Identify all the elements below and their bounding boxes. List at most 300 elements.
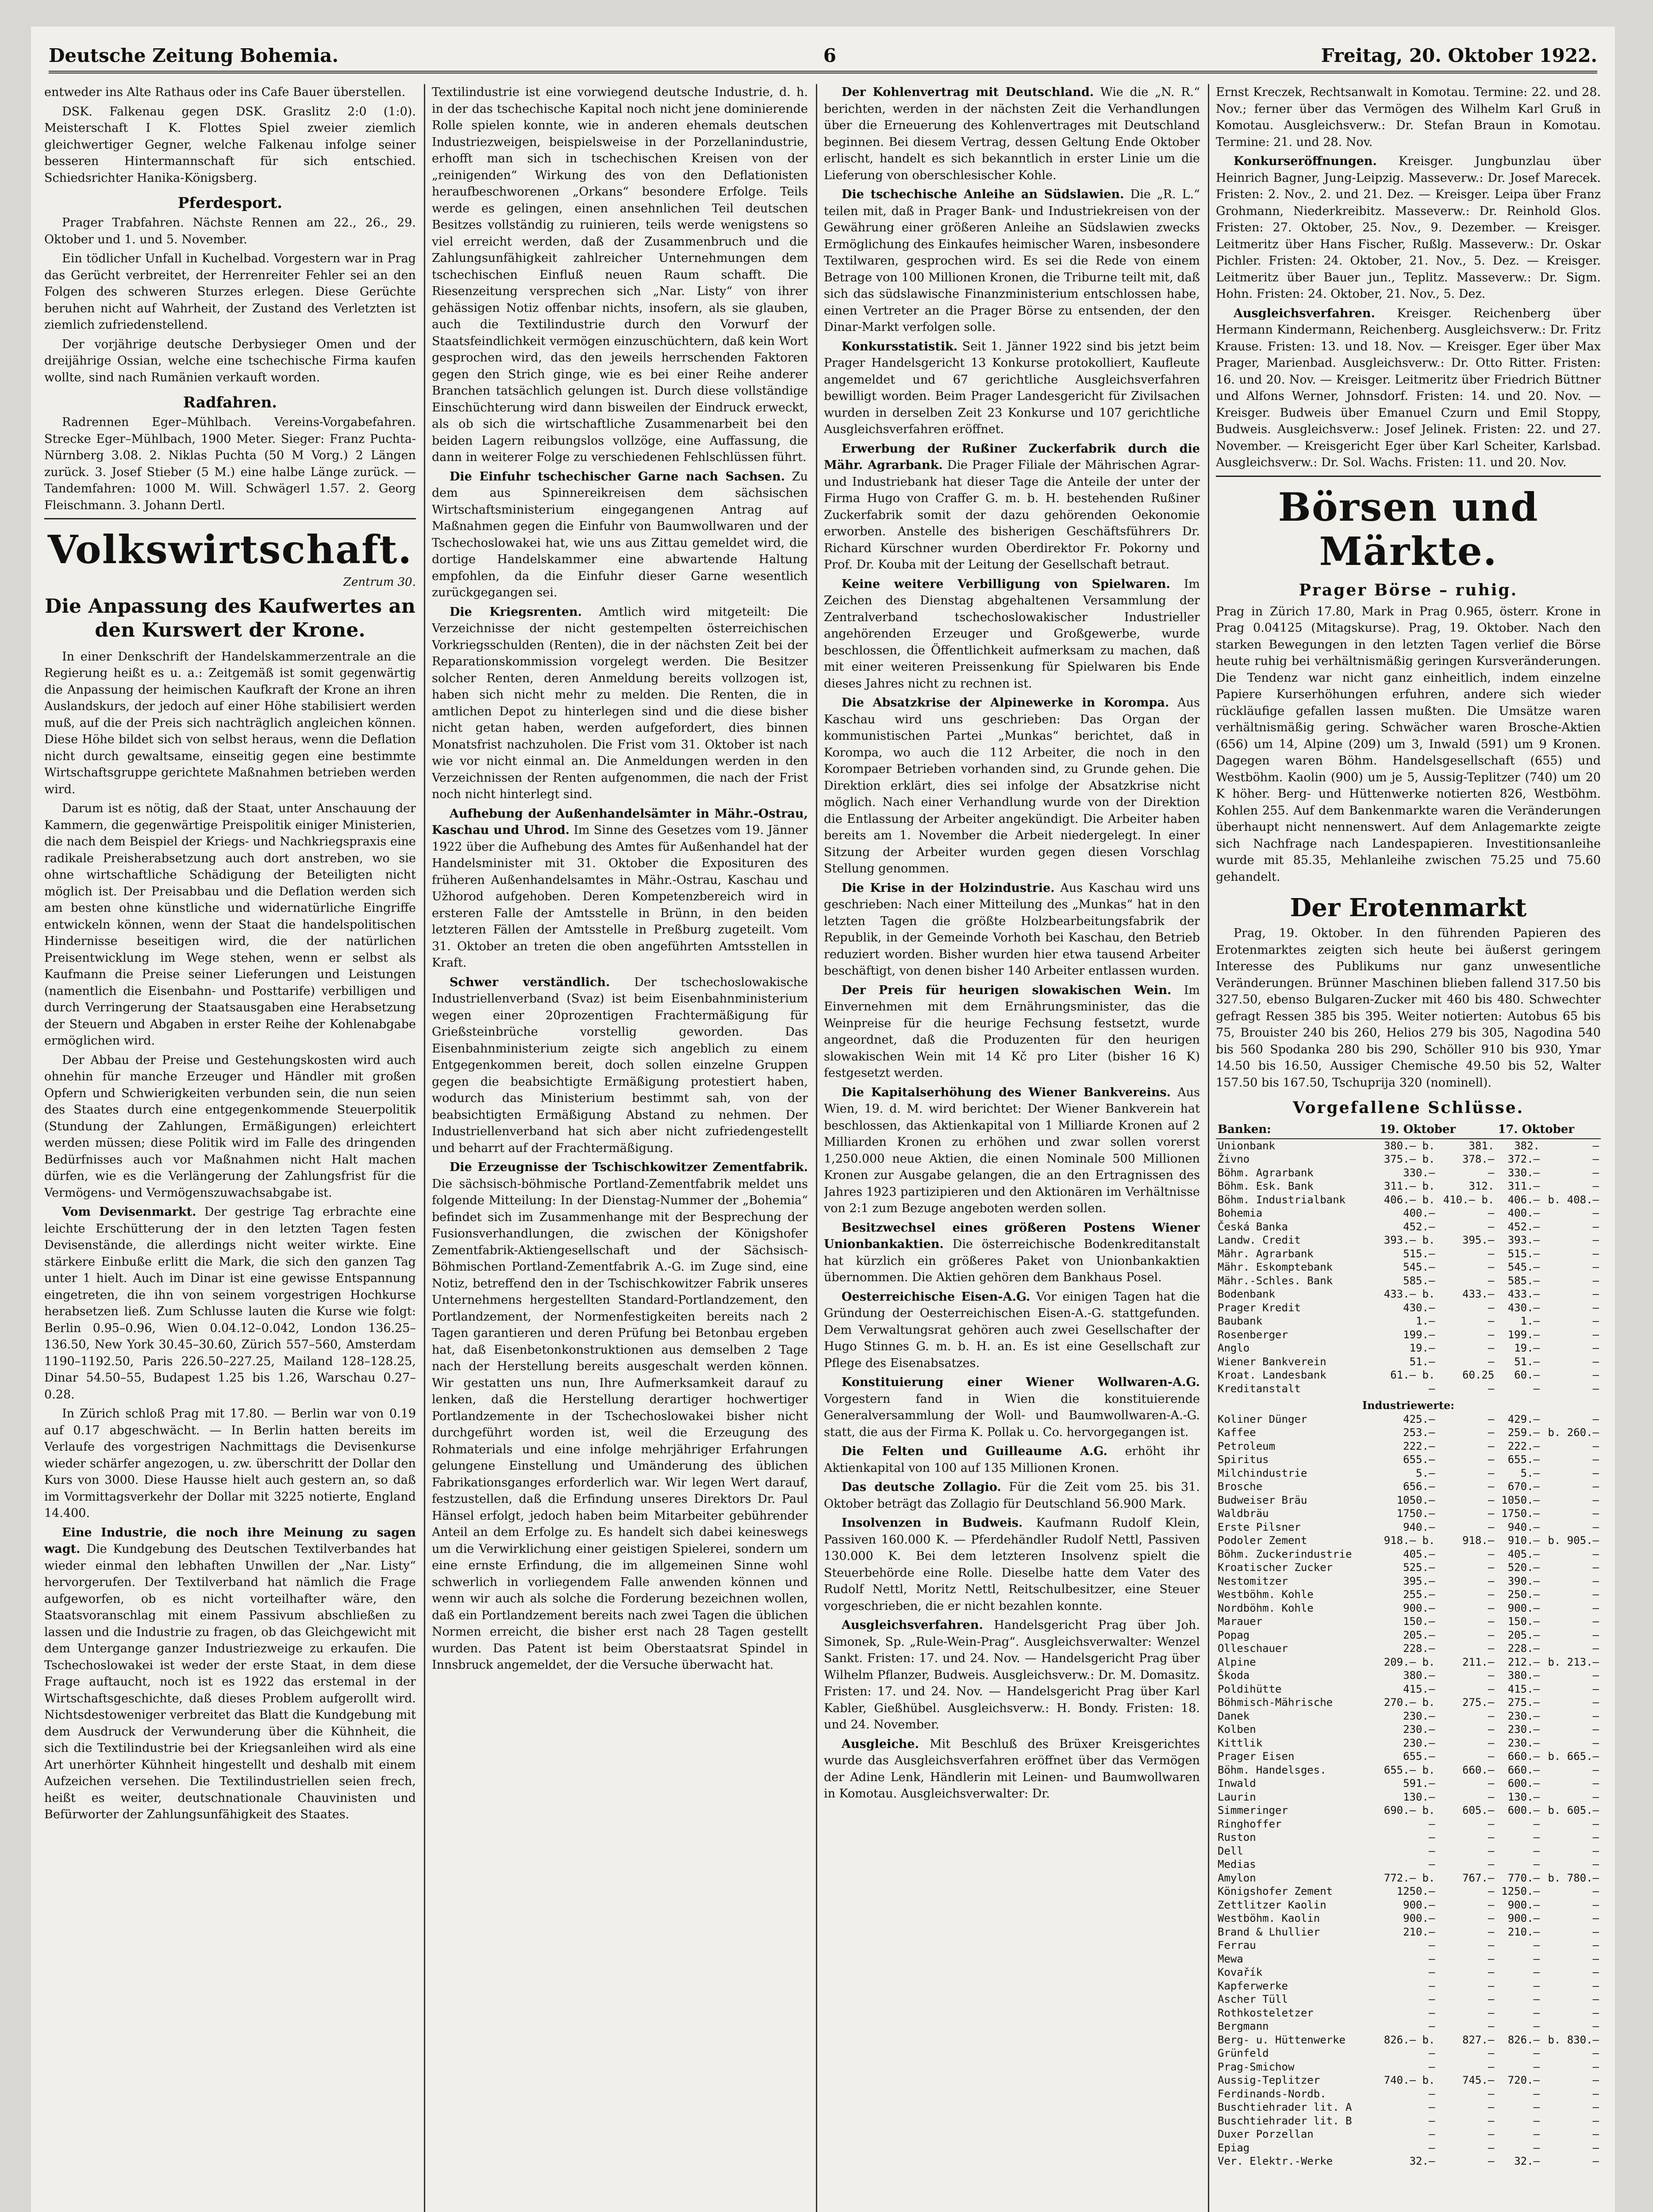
quote-value: — (1592, 1139, 1599, 1152)
quote-value: 425.— (1403, 1413, 1435, 1425)
quote-value: — (1592, 1736, 1599, 1749)
quote-row (1216, 1206, 1601, 1220)
security-name: Bodenbank (1218, 1288, 1276, 1300)
quote-value: — (1488, 2114, 1495, 2127)
quote-value: 415.— (1403, 1682, 1435, 1695)
quote-value: 770.— (1507, 1871, 1540, 1884)
security-name: Kittlik (1218, 1736, 1263, 1749)
security-name: Kroatischer Zucker (1218, 1561, 1333, 1574)
quote-value: 275.— (1507, 1696, 1540, 1709)
quote-value: — (1592, 1831, 1599, 1843)
quote-value: 255.— (1403, 1588, 1435, 1601)
quote-value: 452.— (1507, 1220, 1540, 1233)
quote-value: — (1592, 1234, 1599, 1246)
quote-value: — (1592, 1696, 1599, 1709)
quote-value: 61.— b. (1390, 1369, 1435, 1381)
quote-value: — (1428, 1817, 1435, 1830)
quote-value: b. 830.— (1548, 2033, 1599, 2046)
quote-row (1216, 1885, 1601, 1898)
security-name: Brand & Lhullier (1218, 1925, 1320, 1938)
security-name: Prager Eisen (1218, 1750, 1295, 1763)
quote-value: 330.— (1507, 1166, 1540, 1179)
security-name: Kreditanstalt (1218, 1382, 1301, 1395)
security-name: Westböhm. Kohle (1218, 1588, 1314, 1601)
quote-value: 740.— b. (1384, 2074, 1435, 2086)
quote-value: — (1488, 1220, 1495, 1233)
quote-value: 415.— (1507, 1682, 1540, 1695)
item-heading: Vom Devisenmarkt. (62, 1205, 196, 1219)
quote-value: — (1488, 2087, 1495, 2100)
security-name: Waldbräu (1218, 1507, 1269, 1520)
quote-value: — (1488, 1413, 1495, 1425)
security-name: Böhmisch-Mährische (1218, 1696, 1333, 1709)
quote-value: 655.— (1403, 1750, 1435, 1763)
security-name: Rosenberger (1218, 1328, 1288, 1341)
quote-value: — (1592, 2047, 1599, 2059)
quote-value: — (1428, 2101, 1435, 2113)
column-header: 19. Oktober (1377, 1121, 1496, 1139)
quote-value: 395.— (1462, 1234, 1495, 1246)
quote-value: — (1533, 1939, 1540, 1951)
article-text: Textilindustrie ist eine vorwiegend deutsche Industrie, d. h. in der das tschechische Kapital noch nicht jene dominierende Rolle spielen konnte, wie in anderen ehemals deutschen Industriezweigen, beispielsweise in der Porzellanindustrie, erhofft man sich in tschechischen Kreisen von der „reinigenden“ Wirkung des von den Deflationisten heraufbeschworenen „Orkans“ besondere Erfolge. Teils werde es gelingen, einen ansehnlichen Teil deutschen Besitzes vollständig zu ruinieren, teils werde wenigstens so viel erreicht werden, daß der Zusammenbruch und die Zahlungsunfähigkeit zahlreicher Unternehmungen dem tschechischen Einfluß neuen Raum schafft. Die Riesenzeitung versprechen sich „Nar. Listy“ von ihrer gehässigen Notiz offenbar nichts, insofern, als sie glauben, auch die Textilindustrie durch den Vorwurf der Staatsfeindlichkeit vermögen einzuschüchtern, daß kein Wort gesprochen wird, das den jeweils herrschenden Faktoren gegen den Strich ginge, wie es bei einer Reihe anderer Branchen tatsächlich gelungen ist. Durch diese vollständige Einschüchterung wird dann bisweilen der Eindruck erweckt, als ob sich die wirtschaftliche Zusammenarbeit bei den beiden Lagern reibungslos vollzöge, eine Auffassung, die dann in weiterer Folge zu verschiedenen Fehlschlüssen führt. (432, 85, 808, 464)
quote-row (1216, 1467, 1601, 1480)
quote-value: — (1488, 1507, 1495, 1520)
quote-value: — (1533, 2101, 1540, 2113)
item-heading: Oesterreichische Eisen-A.G. (842, 1290, 1030, 1304)
quote-value: — (1488, 1521, 1495, 1533)
quote-value: — (1592, 1494, 1599, 1506)
quote-value: — (1592, 2087, 1599, 2100)
paper-name: Deutsche Zeitung Bohemia. (49, 44, 338, 66)
item-heading: Besitzwechsel eines größeren Postens Wiener Unionbankaktien. (824, 1221, 1200, 1251)
quote-value: — (1592, 1288, 1599, 1300)
quote-value: 228.— (1507, 1642, 1540, 1655)
quote-value: — (1592, 1507, 1599, 1520)
security-name: Grünfeld (1218, 2047, 1269, 2059)
quote-value: 430.— (1403, 1301, 1435, 1314)
security-name: Kaffee (1218, 1426, 1256, 1439)
quote-row (1216, 1328, 1601, 1342)
article-text: Vor einigen Tagen hat die Gründung der Oesterreichischen Eisen-A.-G. stattgefunden. Dem Verwaltungsrat gehören auch zwei Gesellschafter der Hugo Stinnes G. m. b. H. an. Es ist eine Gesellschaft zur Pflege des Eisenabsatzes. (824, 1290, 1200, 1370)
divider (44, 518, 416, 519)
quote-value: — (1488, 1301, 1495, 1314)
quote-value: — (1488, 1844, 1495, 1857)
quote-value: — (1592, 1939, 1599, 1951)
quote-value: 826.— b. (1384, 2033, 1435, 2046)
item-heading: Konkursstatistik. (842, 339, 958, 353)
quote-value: — (1428, 1966, 1435, 1978)
quote-value: 222.— (1403, 1440, 1435, 1452)
quote-value: — (1488, 2101, 1495, 2113)
quote-value: — (1592, 2006, 1599, 2019)
item-heading: Ausgleichsverfahren. (842, 1618, 983, 1632)
column-rule (1208, 84, 1209, 2212)
quote-value: — (1488, 1166, 1495, 1179)
quote-row (1216, 1925, 1601, 1939)
quote-value: — (1592, 1261, 1599, 1273)
article-text: Mit Beschluß des Brüxer Kreisgerichtes wurde das Ausgleichsverfahren eröffnet über das Vermögen der Adine Lenk, Händlerin mit Leinen- und Baumwollwaren in Komotau. Ausgleichsverwalter: Dr. (824, 1737, 1200, 1801)
article-text: DSK. Falkenau gegen DSK. Graslitz 2:0 (1:0). Meisterschaft I K. Flottes Spiel zweier ziemlich gleichwertiger Gegner, welche Falkenau infolge seiner besseren Hintermannschaft für sich entschied. Schiedsrichter Hanika-Königsberg. (44, 104, 416, 185)
article-text: Für die Zeit vom 25. bis 31. Oktober beträgt das Zollagio für Deutschland 56.900 Mark. (824, 1480, 1200, 1511)
quote-row (1216, 1790, 1601, 1804)
quote-value: b. 213.— (1548, 1655, 1599, 1668)
quote-value: — (1488, 1682, 1495, 1695)
quote-value: 655.— (1403, 1453, 1435, 1466)
headline: Die Anpassung des Kaufwertes an den Kurswert der Krone. (45, 595, 415, 641)
quote-value: 1050.— (1501, 1494, 1540, 1506)
security-name: Kolben (1218, 1723, 1256, 1736)
quote-value: 660.— (1507, 1750, 1540, 1763)
item-heading: Insolvenzen in Budweis. (842, 1516, 1023, 1530)
item-heading: Keine weitere Verbilligung von Spielwaren. (842, 577, 1170, 591)
quote-value: 670.— (1507, 1480, 1540, 1493)
article-text: Kreisger. Jungbunzlau über Heinrich Bagner, Jung-Leipzig. Masseverw.: Dr. Josef Marecek. Fristen: 2. Nov., 2. und 21. Dez. — Kreisger. Leipa über Franz Grohmann, Niederkreibitz. Masseverw.: Dr. Reinhold Glos. Fristen: 27. Oktober, 25. Nov., 9. Dezember. — Kreisger. Leitmeritz über Hans Fischer, Rußlg. Masseverw.: Dr. Oskar Pichler. Fristen: 24. Oktober, 21. Nov., 5. Dez. — Kreisger. Leitmeritz über Bauer jun., Teplitz. Masseverw.: Dr. Sigm. Hohn. Fristen: 24. Oktober, 21. Nov., 5. Dez. (1216, 154, 1601, 301)
quote-row (1216, 1453, 1601, 1467)
item-heading: Die Erzeugnisse der Tschischkowitzer Zementfabrik. (450, 1160, 808, 1174)
quote-value: — (1533, 2141, 1540, 2154)
security-name: Bergmann (1218, 2020, 1269, 2032)
quote-row (1216, 1750, 1601, 1763)
column-3 (824, 84, 1200, 2212)
quote-value: — (1488, 1615, 1495, 1628)
security-name: Nordböhm. Kohle (1218, 1601, 1314, 1614)
quote-value: — (1488, 1642, 1495, 1655)
security-name: Wiener Bankverein (1218, 1355, 1326, 1368)
quotes-heading: Vorgefallene Schlüsse. (1292, 1098, 1524, 1117)
quote-value: — (1592, 1615, 1599, 1628)
section-title: Börsen und Märkte. (1278, 484, 1539, 574)
quote-value: 390.— (1507, 1575, 1540, 1587)
quote-value: — (1592, 2128, 1599, 2140)
quote-value: — (1592, 2141, 1599, 2154)
quote-value: 5.— (1520, 1467, 1540, 1479)
quote-value: — (1488, 1548, 1495, 1560)
article-text: Aus Kaschau wird uns geschrieben: Das Organ der kommunistischen Partei „Munkas“ berichtet, daß in Korompa, wo auch die 112 Arbeiter, die noch in den Korompaer Betrieben vorhanden sind, zu Grunde gehen. Die Direktion erklärt, dies sei infolge der Absatzkrise nicht möglich. Nach einer Verhandlung wurde von der Direktion die Entlassung der Arbeiter angekündigt. Die Arbeiter haben bereits am 1. November die Arbeit niedergelegt. In einer Sitzung der Arbeiter wurden gegen diesen Vorschlag Stellung genommen. (824, 696, 1200, 876)
quote-value: 433.— b. (1384, 1288, 1435, 1300)
article-text: Zu dem aus Spinnereikreisen dem sächsischen Wirtschaftsministerium eingegangenen Antrag auf Maßnahmen gegen die Einfuhr von Baumwollwaren und der Tschechoslowakei hat, wie uns aus Zittau gemeldet wird, die dortige Handelskammer eine abwartende Haltung empfohlen, da die Einfuhr dieser Garne wesentlich zurückgegangen sei. (432, 469, 808, 599)
quote-row (1216, 2074, 1601, 2087)
quote-value: 230.— (1403, 1709, 1435, 1722)
quote-value: 230.— (1507, 1723, 1540, 1736)
subsection-title: Der Erotenmarkt (1290, 893, 1527, 922)
security-name: Ferrau (1218, 1939, 1256, 1951)
quote-value: 60.— (1514, 1369, 1540, 1381)
quote-value: 900.— (1403, 1912, 1435, 1924)
quote-row (1216, 1287, 1601, 1301)
security-name: Medias (1218, 1858, 1256, 1870)
quote-value: 900.— (1403, 1601, 1435, 1614)
quote-value: — (1592, 1561, 1599, 1574)
quote-value: — (1488, 1858, 1495, 1870)
quote-value: 393.— (1507, 1234, 1540, 1246)
security-name: Kovařík (1218, 1966, 1263, 1978)
quote-value: — (1488, 1723, 1495, 1736)
security-name: Prag-Smichow (1218, 2060, 1295, 2073)
quote-row (1216, 1166, 1601, 1180)
column-2 (432, 84, 808, 2212)
quote-value: — (1488, 1588, 1495, 1601)
security-name: Olleschauer (1218, 1642, 1288, 1655)
article-text: Handelsgericht Prag über Joh. Simonek, Sp. „Rule-Wein-Prag“. Ausgleichsverwalter: Wenzel Sankt. Fristen: 17. und 24. Nov. — Handelsgericht Prag über Wilhelm Pflanzer, Budweis. Ausgleichsverw.: Dr. M. Domasitz. Fristen: 17. und 24. Nov. — Handelsgericht Prag über Karl Kabler, Gießhübel. Ausgleichsverw.: H. Bondy. Fristen: 18. und 24. November. (824, 1618, 1200, 1732)
security-name: Ver. Elektr.-Werke (1218, 2155, 1333, 2167)
quote-row (1216, 1628, 1601, 1642)
quote-row (1216, 1426, 1601, 1440)
item-heading: Konkurseröffnungen. (1234, 154, 1377, 168)
quote-value: — (1428, 2020, 1435, 2032)
quote-value: — (1488, 1426, 1495, 1439)
quote-value: 656.— (1403, 1480, 1435, 1493)
column-rule (816, 84, 817, 2212)
quote-row (1216, 1575, 1601, 1588)
quote-value: 900.— (1507, 1898, 1540, 1911)
quote-value: 209.— b. (1384, 1655, 1435, 1668)
quote-value: — (1428, 2114, 1435, 2127)
article-text: Ein tödlicher Unfall in Kuchelbad. Vorgestern war in Prag das Gerücht verbreitet, der Herrenreiter Fehler sei an den Folgen des schweren Sturzes erlegen. Diese Gerüchte beruhen nicht auf Wahrheit, der Zustand des Verletzten ist ziemlich zufriedenstellend. (44, 252, 416, 332)
security-name: Spiritus (1218, 1453, 1269, 1466)
item-heading: Der Preis für heurigen slowakischen Wein. (842, 983, 1172, 997)
quote-value: 32.— (1409, 2155, 1435, 2167)
quote-value: 230.— (1403, 1723, 1435, 1736)
quote-value: 405.— (1403, 1548, 1435, 1560)
quote-row (1216, 1260, 1601, 1274)
security-name: Ringhoffer (1218, 1817, 1282, 1830)
article-text: Kaufmann Rudolf Klein, Passiven 160.000 K. — Pferdehändler Rudolf Nettl, Passiven 130.000 K. Bei dem letzteren Insolvenz spielt die Steuerbehörde eine Rolle. Dieselbe hatte dem Vater des Rudolf Nettl, Moritz Nettl, Reitschulbesitzer, eine Steuer vorgeschrieben, die er nicht bezahlen konnte. (824, 1516, 1200, 1613)
item-heading: Aufhebung der Außenhandelsämter in Mähr.-Ostrau, Kaschau und Uhrod. (432, 806, 808, 837)
security-name: Erste Pilsner (1218, 1521, 1301, 1533)
quote-row (1216, 1152, 1601, 1166)
quote-value: 690.— b. (1384, 1804, 1435, 1816)
quote-value: — (1428, 2087, 1435, 2100)
quote-value: 253.— (1403, 1426, 1435, 1439)
quote-value: — (1488, 1669, 1495, 1682)
quote-row (1216, 1939, 1601, 1952)
quote-value: — (1592, 1723, 1599, 1736)
quote-value: — (1488, 1440, 1495, 1452)
quote-value: — (1592, 1912, 1599, 1924)
quote-value: — (1428, 1382, 1435, 1395)
quote-value: — (1488, 1355, 1495, 1368)
quote-value: — (1488, 1328, 1495, 1341)
quote-value: — (1533, 1382, 1540, 1395)
quote-value: — (1488, 1315, 1495, 1327)
quote-value: 205.— (1403, 1628, 1435, 1641)
quote-value: — (1488, 2141, 1495, 2154)
security-name: Zettlitzer Kaolin (1218, 1898, 1326, 1911)
quote-value: 515.— (1507, 1247, 1540, 1260)
quote-value: — (1592, 1355, 1599, 1368)
quote-row (1216, 1548, 1601, 1561)
quote-row (1216, 1952, 1601, 1966)
quote-value: 600.— (1507, 1804, 1540, 1816)
quote-value: — (1592, 1247, 1599, 1260)
quote-value: — (1592, 1979, 1599, 1992)
article-text: Der gestrige Tag erbrachte eine leichte Erschütterung der in den letzten Tagen festen Devisenstände, die allerdings nicht weiter wirkte. Eine stärkere Einbuße erlitt die Mark, die sich den ganzen Tag unter 1 hielt. Auch im Dinar ist eine gewisse Entspannung eingetreten, die ihn von seinem vorgestrigen Hochkurse herabsetzen ließ. Zum Schlusse lauten die Kurse wie folgt: Berlin 0.95–0.96, Wien 0.04.12–0.042, London 136.25–136.50, New York 30.45–30.60, Zürich 557–560, Amsterdam 1190–1192.50, Paris 226.50–227.25, Mailand 128–128.25, Dinar 54.50–55, Budapest 1.25 bis 1.26, Warschau 0.27–0.28. (44, 1205, 416, 1402)
quote-value: 772.— b. (1384, 1871, 1435, 1884)
quote-value: 312. (1468, 1180, 1495, 1192)
quote-value: 311.— b. (1384, 1180, 1435, 1192)
quote-value: — (1592, 1777, 1599, 1790)
quote-value: 745.— (1462, 2074, 1495, 2086)
quote-value: 410.— b. (1443, 1193, 1495, 1206)
quote-row (1216, 1521, 1601, 1534)
quote-value: — (1592, 2114, 1599, 2127)
quote-value: 655.— b. (1384, 1763, 1435, 1776)
quote-value: 585.— (1507, 1274, 1540, 1287)
quote-value: 51.— (1409, 1355, 1435, 1368)
item-heading: Die Kapitalserhöhung des Wiener Bankvereins. (842, 1085, 1171, 1099)
quote-value: 1.— (1520, 1315, 1540, 1327)
quote-row (1216, 1858, 1601, 1871)
quote-row (1216, 1368, 1601, 1382)
security-name: Kroat. Landesbank (1218, 1369, 1326, 1381)
sport-heading: Pferdesport. (177, 194, 283, 212)
article-text: In einer Denkschrift der Handelskammerzentrale an die Regierung heißt es u. a.: Zeitgemäß ist somit gegenwärtig die Anpassung der heimischen Kaufkraft der Krone an ihren Auslandskurs, der jedoch auf einer Höhe stabilisiert werden muß, auf die der Preis sich nachträglich angleichen können. Diese Höhe bildet sich von selbst heraus, wenn die Deflation nicht durch gewaltsame, einseitig gegen eine bestimmte Wirtschaftsgruppe gerichtete Maßnahmen betrieben werden wird. (44, 649, 416, 796)
security-name: Königshofer Zement (1218, 1885, 1333, 1897)
quote-value: b. 260.— (1548, 1426, 1599, 1439)
quote-value: — (1428, 1939, 1435, 1951)
quote-value: 767.— (1462, 1871, 1495, 1884)
article-text: entweder ins Alte Rathaus oder ins Cafe Bauer überstellen. (44, 85, 406, 99)
quote-value: — (1488, 1912, 1495, 1924)
quote-value: b. 605.— (1548, 1804, 1599, 1816)
quote-value: — (1428, 1831, 1435, 1843)
article-text: Amtlich wird mitgeteilt: Die Verzeichnisse der nicht gestempelten österreichischen Vorkriegsschulden (Renten), die in der nächsten Zeit bei der Reparationskommission vorgelegt werden. Die Besitzer solcher Renten, deren Anmeldung bereits vollzogen ist, haben sich nicht mehr zu melden. Die Renten, die in amtlichen Depot zu hinterlegen sind und die diese bisher nicht getan haben, werden aufgefordert, dies binnen Monatsfrist nachzuholen. Die Frist vom 31. Oktober ist nach wie vor nicht einmal an. Die Anmeldungen werden in den Verzeichnissen der Renten aufgenommen, die nach der Frist noch nicht hinterlegt sind. (432, 605, 808, 801)
quote-row (1216, 1494, 1601, 1507)
article-text: Die Prager Filiale der Mährischen Agrar- und Industriebank hat dieser Tage die Anteile der unter der Firma Hugo von Craffer G. m. b. H. bestehenden Rußiner Zuckerfabrik somit der dazu gehörenden Oekonomie erworben. Anstelle des bisherigen Geschäftsführers Dr. Richard Kürschner wurden Oberdirektor Fr. Pokorny und Prof. Dr. Kouba mit der Leitung der Gesellschaft betraut. (824, 458, 1200, 572)
quote-row (1216, 1669, 1601, 1682)
quote-value: — (1488, 1561, 1495, 1574)
quote-value: 827.— (1462, 2033, 1495, 2046)
running-head (49, 40, 1597, 73)
quote-row (1216, 1314, 1601, 1328)
quote-value: 395.— (1403, 1575, 1435, 1587)
quote-row (1216, 2020, 1601, 2033)
quote-value: — (1488, 2047, 1495, 2059)
quote-value: 230.— (1507, 1709, 1540, 1722)
item-heading: Schwer verständlich. (450, 975, 610, 989)
security-name: Laurin (1218, 1790, 1256, 1803)
quote-value: 406.— b. (1384, 1193, 1435, 1206)
quote-value: — (1592, 1413, 1599, 1425)
security-name: Aussig-Teplitzer (1218, 2074, 1320, 2086)
quote-value: — (1488, 1494, 1495, 1506)
industry-rows (1216, 1413, 1601, 2168)
quote-value: 393.— b. (1384, 1234, 1435, 1246)
quote-value: — (1592, 1993, 1599, 2005)
quote-value: 199.— (1403, 1328, 1435, 1341)
section-title: Volkswirtschaft. (47, 526, 413, 572)
quote-row (1216, 2060, 1601, 2074)
quote-row (1216, 1979, 1601, 1993)
quote-value: 250.— (1507, 1588, 1540, 1601)
quote-value: — (1488, 1453, 1495, 1466)
quote-value: 381. (1468, 1139, 1495, 1152)
quote-row (1216, 1561, 1601, 1575)
security-name: Škoda (1218, 1669, 1250, 1682)
quote-row (1216, 1844, 1601, 1858)
quote-value: — (1592, 1274, 1599, 1287)
quote-row (1216, 1233, 1601, 1247)
security-name: Böhm. Handelsges. (1218, 1763, 1326, 1776)
quote-value: 150.— (1507, 1615, 1540, 1628)
article-text: Die Kundgebung des Deutschen Textilverbandes hat wieder einmal den lebhaften Unwillen der „Nar. Listy“ hervorgerufen. Der Textilverband hat nämlich die Frage aufgeworfen, ob es nicht vorteilhafter wäre, den Staatsvoranschlag mit einem Passivum abschließen zu lassen und die Industrie zu fragen, ob das Gleichgewicht mit dem Untergange ganzer Industriezweige zu erkaufen. Die Tschechoslowakei ist weder der erste Staat, in dem diese Frage auftaucht, noch ist es 1922 das erstemal in der Wirtschaftsgeschichte, daß dieses Problem aufgerollt wird. Nichtsdestoweniger verbreitet das Blatt die Kundgebung mit dem Ausdruck der Verwunderung über die Kühnheit, die sich die Textilindustrie bei der Kriegsanleihen wird als eine Art unerhörter Kühnheit hingestellt und deshalb mit einem Aufzeichen versehen. Die Textilindustriellen seien frech, heißt es weiter, deutschnationale Chauvinisten und Befürworter der Zahlungsunfähigkeit des Staates. (44, 1542, 416, 1821)
quote-row (1216, 1193, 1601, 1207)
security-name: Mähr. Agrarbank (1218, 1247, 1314, 1260)
quote-row (1216, 1588, 1601, 1601)
quote-value: 311.— (1507, 1180, 1540, 1192)
quote-value: — (1592, 1180, 1599, 1192)
quote-value: 585.— (1403, 1274, 1435, 1287)
quote-value: — (1592, 1467, 1599, 1479)
article-text: Aus Wien, 19. d. M. wird berichtet: Der Wiener Bankverein hat beschlossen, das Aktienkapital von 1 Milliarde Kronen auf 2 Milliarden Kronen zu erhöhen und zwar sollen vorerst 1,250.000 neue Aktien, die einen Nominale 500 Millionen Kronen zur Ausgabe gelangen, die an den Ertragnissen des Jahres 1923 partizipieren und den Aktionären im Verhältnisse von 2:1 zum Bezuge angeboten werden sollen. (824, 1085, 1200, 1215)
quote-value: b. 905.— (1548, 1534, 1599, 1547)
quote-value: 330.— (1403, 1166, 1435, 1179)
security-name: Böhm. Esk. Bank (1218, 1180, 1314, 1192)
quote-value: 130.— (1507, 1790, 1540, 1803)
item-heading: Die tschechische Anleihe an Südslawien. (842, 188, 1124, 201)
quote-value: 918.— (1462, 1534, 1495, 1547)
quote-value: 600.— (1507, 1777, 1540, 1790)
quote-value: 211.— (1462, 1655, 1495, 1668)
article-text: Der Abbau der Preise und Gestehungskosten wird auch ohnehin für manche Erzeuger und Händler mit großen Opfern und Schwierigkeiten verbunden sein, die nun seien des Staates durch eine entgegenkommende Steuerpolitik (Stundung der Zahlungen, Ermäßigungen) erleichtert werden müssen; diese Politik wird im Falle des dringenden Bedürfnisses auch vor Maßnahmen nicht Halt machen dürfen, wie es die Verlängerung der Zahlungsfrist für die Vermögens- und Vermögenszuwachsabgabe ist. (44, 1053, 416, 1200)
quote-value: 525.— (1403, 1561, 1435, 1574)
quote-value: — (1592, 1925, 1599, 1938)
group-row (1216, 1395, 1601, 1413)
quote-value: — (1592, 1342, 1599, 1354)
quote-value: — (1488, 1952, 1495, 1965)
quote-value: 372.— (1507, 1153, 1540, 1165)
quotes-header-row (1216, 1121, 1601, 1139)
quote-value: — (1533, 2006, 1540, 2019)
security-name: Marauer (1218, 1615, 1263, 1628)
quote-value: — (1533, 1952, 1540, 1965)
quote-value: — (1488, 2155, 1495, 2167)
quote-value: 5.— (1416, 1467, 1435, 1479)
quote-value: — (1488, 2128, 1495, 2140)
security-name: Ruston (1218, 1831, 1256, 1843)
quote-value: — (1533, 1831, 1540, 1843)
quote-value: — (1592, 1601, 1599, 1614)
quote-value: 230.— (1403, 1736, 1435, 1749)
quote-value: — (1592, 1588, 1599, 1601)
quote-value: b. 408.— (1548, 1193, 1599, 1206)
security-name: Simmeringer (1218, 1804, 1288, 1816)
quote-value: — (1592, 1207, 1599, 1219)
quote-row (1216, 2114, 1601, 2128)
quote-value: 605.— (1462, 1804, 1495, 1816)
quote-row (1216, 2141, 1601, 2155)
quote-value: — (1592, 2060, 1599, 2073)
item-heading: Ausgleichsverfahren. (1234, 306, 1375, 320)
page-number: 6 (823, 44, 836, 66)
security-name: Mähr.-Schles. Bank (1218, 1274, 1333, 1287)
quote-row (1216, 2154, 1601, 2168)
quote-row (1216, 1440, 1601, 1453)
quote-value: 1750.— (1396, 1507, 1435, 1520)
security-name: Ascher Tüll (1218, 1993, 1288, 2005)
quote-row (1216, 1341, 1601, 1355)
security-name: Rothkosteletzer (1218, 2006, 1314, 2019)
quote-value: — (1428, 2060, 1435, 2073)
quote-value: — (1488, 1261, 1495, 1273)
quote-row (1216, 1534, 1601, 1548)
quote-value: 210.— (1403, 1925, 1435, 1938)
quote-value: — (1592, 1382, 1599, 1395)
quote-row (1216, 2101, 1601, 2114)
article-text: Ernst Kreczek, Rechtsanwalt in Komotau. Termine: 22. und 28. Nov.; ferner über das Vermögen des Wilhelm Karl Gruß in Komotau. Ausgleichsverw.: Dr. Stefan Braun in Komotau. Termine: 21. und 28. Nov. (1216, 85, 1601, 149)
quote-row (1216, 2047, 1601, 2060)
quote-row (1216, 1247, 1601, 1261)
